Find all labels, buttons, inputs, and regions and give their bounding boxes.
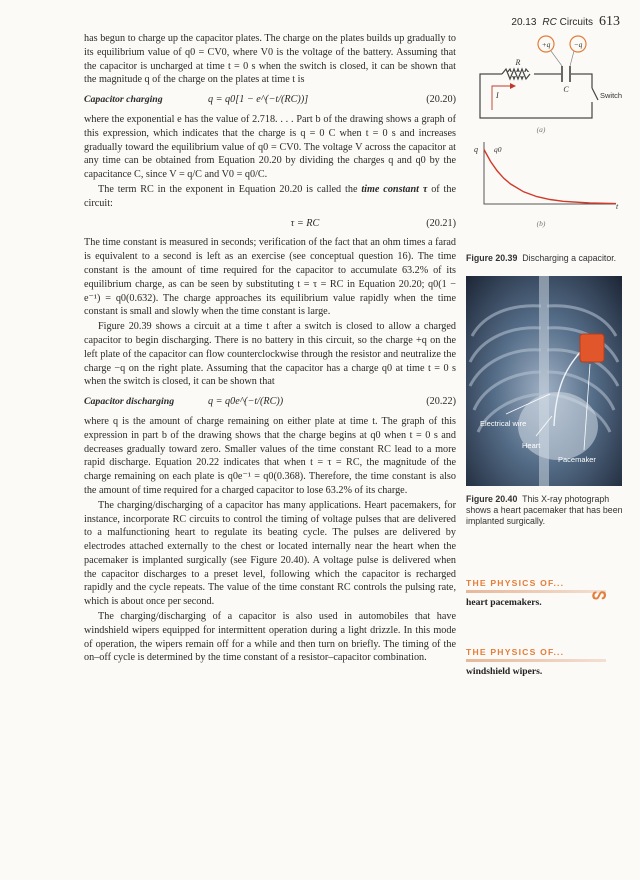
q0-label: q0 (494, 145, 502, 154)
resistor-label: R (515, 58, 521, 67)
paragraph: where the exponential e has the value of 2.718. . . . Part b of the drawing shows a graph of this expression, which indicates that the charge is q = 0 C when t = 0 s and increases gradually toward the equilibrium value of q0 = CV0. The voltage V across the capacitor at any time can be obtained from Equation 20.20 by dividing the charges q and q0 by the capacitance C, since V = q/C and V0 = q0/C. (84, 113, 456, 181)
margin-mark-icon: ᔕ (592, 586, 607, 603)
discharging-diagram (466, 26, 626, 248)
y-axis-label: q (474, 145, 478, 154)
paragraph: The charging/discharging of a capacitor is also used in automobiles that have windshield wipers equipped for intermittent operation during a light drizzle. In this mode of operation, the wipers remain off for a while and then turn on briefly. The timing of the on–off cycle is determined by the time constant of a resistor–capacitor combination. (84, 611, 456, 664)
current-label: I (496, 91, 499, 100)
graph-axes (484, 142, 616, 204)
equation-label: Capacitor charging (84, 94, 163, 106)
discharge-curve (484, 150, 616, 204)
section-title: RC Circuits (542, 17, 593, 28)
equation-formula: q = q0[1 − e^(−t/(RC))] (208, 94, 309, 106)
equation-20-20 (84, 93, 456, 107)
figure-20-39 (466, 26, 626, 266)
switch-label: Switch (600, 91, 623, 100)
tag-underline (466, 659, 606, 662)
equation-20-21 (84, 217, 456, 231)
equation-label: Capacitor discharging (84, 396, 175, 408)
paragraph: has begun to charge up the capacitor plates. The charge on the plates builds up gradually to its equilibrium value of q0 = CV0, where V0 is the voltage of the battery. Assuming that the capacitor is uncharged at time t = 0 s when the switch is closed, it can be shown that the magnitude q of the charge on the plates at time t is (84, 33, 456, 86)
tag-underline (466, 590, 606, 593)
paragraph: where q is the amount of charge remaining on either plate at time t. The graph of this expression in part b of the drawing shows that the charge begins at q0 when t = 0 s and decreases gradually toward zero. Smaller values of the time constant RC lead to a more rapid discharge. Equation 20.22 indicates that when t = τ = RC, the magnitude of the charge remaining on each plate is q0e⁻¹ = q0(0.368). Therefore, the time constant is also the amount of time required for a charged capacitor to lose 63.2% of its charge. (84, 415, 456, 496)
xray-illustration (466, 276, 622, 486)
discharge-graph (484, 142, 616, 204)
paragraph: The time constant is measured in seconds; verification of the fact that an ohm times a farad is equivalent to a second is left as an exercise (see conceptual question 16). The time constant is the amount of time required for the capacitor to accumulate 63.2% of its equilibrium charge, as can be seen by substituting t = τ = RC in Equation 20.20; q0(1 − e⁻¹) = q0(0.632). The charge approaches its equilibrium value rapidly when the time constant is small and slowly when the time constant is large. (84, 237, 456, 318)
caption-text: Discharging a capacitor. (522, 253, 617, 263)
current-arrow-icon (492, 86, 510, 110)
caption-number: Figure 20.40 (466, 494, 518, 504)
part-a-label: (a) (536, 125, 546, 134)
section-number: 20.13 (511, 17, 537, 28)
physics-tag: THE PHYSICS OF... (466, 578, 565, 588)
paragraph: The term RC in the exponent in Equation 20.20 is called the time constant τ of the circuit: (84, 183, 456, 209)
plus-q-label: +q (541, 40, 551, 49)
page-number: 613 (599, 14, 620, 29)
xray-photo (466, 276, 622, 486)
caption-text: This X-ray photograph shows a heart pacemaker that has been implanted surgically. (466, 494, 623, 526)
figure-caption (466, 253, 626, 264)
equation-formula: τ = RC (290, 217, 320, 229)
part-b-label: (b) (536, 219, 546, 228)
physics-tag: THE PHYSICS OF... (466, 647, 565, 657)
key-term: time constant τ (361, 183, 428, 195)
equation-20-22 (84, 395, 456, 409)
physics-of-windshield-wipers (466, 647, 616, 677)
heart-label: Heart (522, 441, 541, 450)
paragraph: The charging/discharging of a capacitor has many applications. Heart pacemakers, for instance, incorporate RC circuits to control the timing of voltage pulses that are delivered to a malfunctioning heart to regulate its beating cycle. The pulses are delivered by electrodes attached externally to the chest or located internally near the heart when the pacemaker is implanted surgically (see Figure 20.40). A voltage pulse is delivered when the capacitor discharges to a preset level, following which the capacitor is recharged rapidly and the cycle repeats. The value of the time constant RC controls the pulsing rate, which is about once per second. (84, 499, 456, 608)
physics-topic: heart pacemakers. (466, 597, 542, 608)
equation-number: (20.21) (426, 217, 456, 229)
capacitor-label: C (563, 85, 569, 94)
caption-number: Figure 20.39 (466, 253, 518, 263)
figure-40-caption (466, 494, 624, 527)
x-axis-label: t (616, 202, 619, 211)
pacemaker-device (580, 334, 604, 362)
pacemaker-label: Pacemaker (558, 455, 596, 464)
main-text-column (84, 32, 456, 666)
equation-number: (20.22) (426, 396, 456, 408)
paragraph: Figure 20.39 shows a circuit at a time t after a switch is closed to allow a charged capacitor to begin discharging. There is no battery in this circuit, so the charge +q on the left plate of the capacitor can flow counterclockwise through the resistor and neutralize the charge −q on the right plate. Assuming that the capacitor has a charge q0 at time t = 0 s when the switch is closed, it can be shown that (84, 321, 456, 388)
equation-formula: q = q0e^(−t/(RC)) (208, 396, 284, 408)
electrical-wire-label: Electrical wire (480, 419, 527, 428)
equation-number: (20.20) (426, 94, 456, 106)
minus-q-label: −q (573, 40, 583, 49)
physics-topic: windshield wipers. (466, 666, 543, 677)
